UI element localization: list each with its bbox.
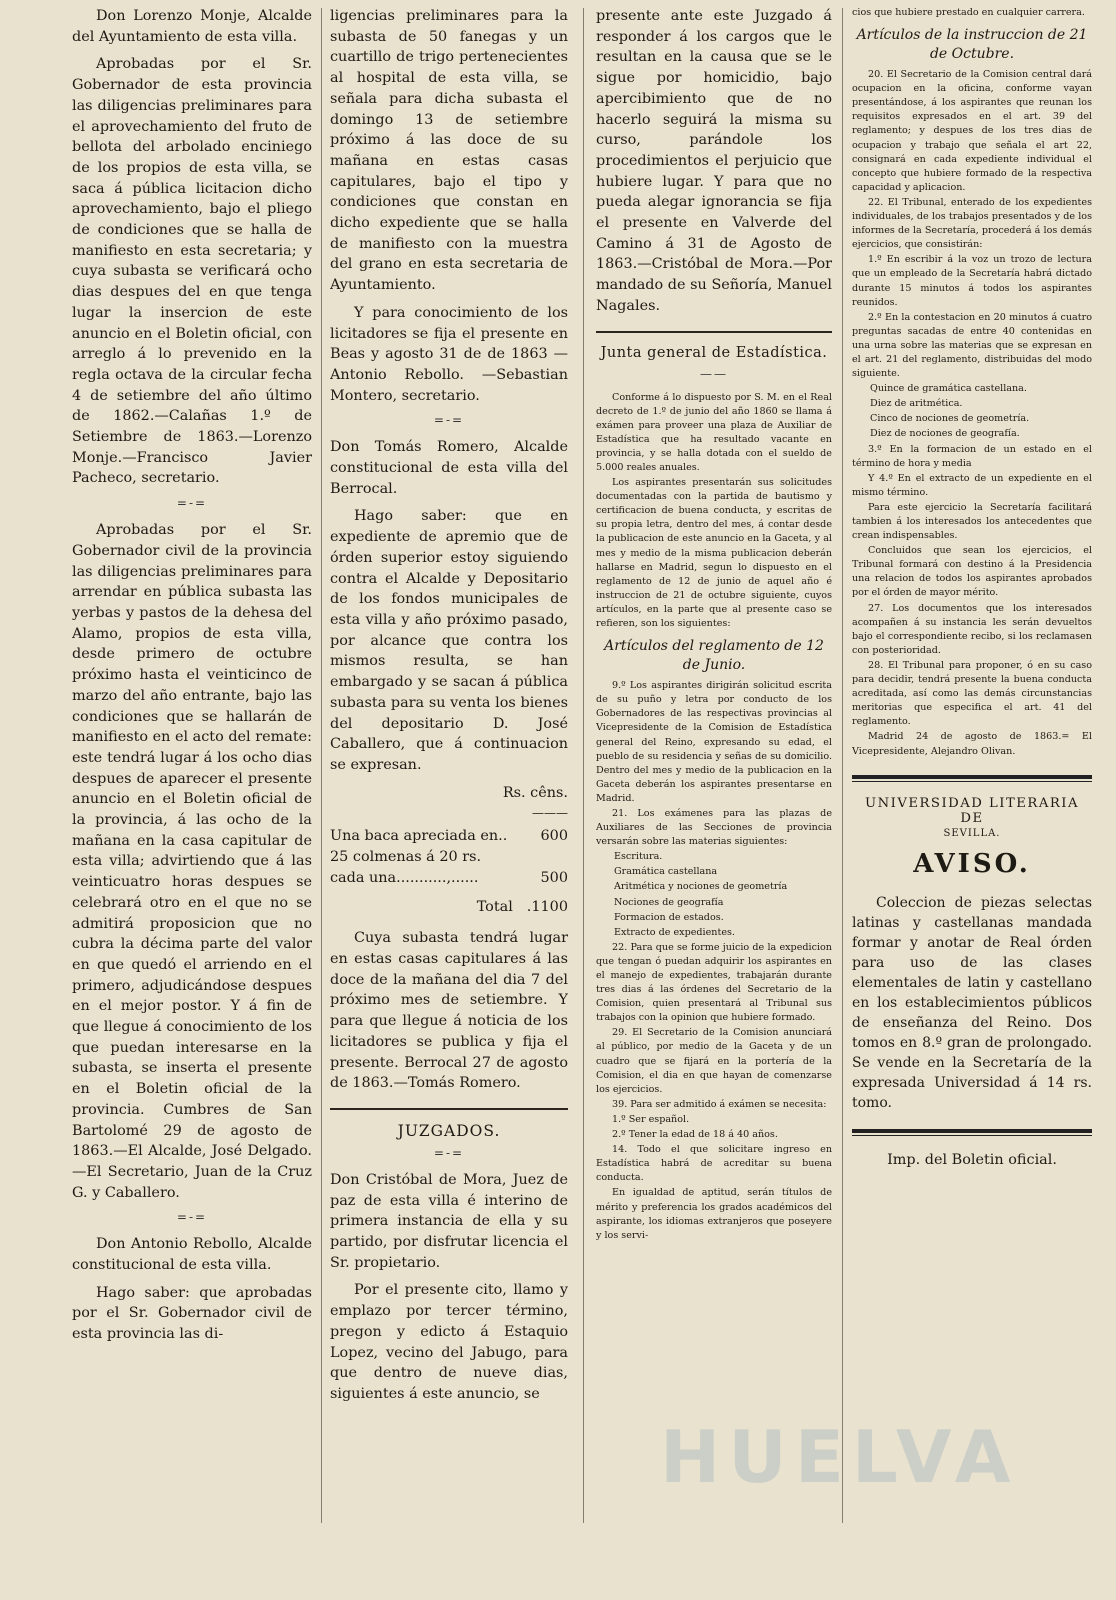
column-1 (72, 6, 312, 1352)
total-label: Total (476, 899, 513, 916)
article-text: 21. Los exámenes para las plazas de Auxiliares de las Secciones de provincia versarán sobre las materias siguientes: (596, 807, 832, 848)
item-label: 25 colmenas á 20 rs. cada una...........,...... (330, 849, 482, 887)
article-text: 1.º Ser español. (612, 1113, 690, 1125)
article-text: Concluidos que sean los ejercicios, el Tribunal formará con destino á la Presidencia una relacion de todos los aspirantes aprobados por el órden de mayor mérito. (852, 545, 1092, 599)
price-row (330, 826, 568, 847)
item-label: Una baca apreciada en.. (330, 828, 508, 845)
separator: =-= (176, 496, 208, 511)
article-text: Y 4.º En el extracto de un expediente en el mismo término. (852, 472, 1092, 498)
question-list (852, 382, 1092, 441)
divider (596, 331, 832, 333)
separator: =-= (176, 1210, 208, 1225)
price-total (330, 897, 568, 918)
item-value: 600 (540, 828, 568, 845)
separator: =-= (433, 413, 465, 428)
article-text: Los aspirantes presentarán sus solicitudes documentadas con la partida de bautismo y certificacion de buena conducta, y escritas de su propia letra, dentro del mes, á contar desde la publicacion de este anuncio en la Gaceta, y al mes y medio de la misma publicacion deberán hallarse en Madrid, segun lo dispuesto en el reglamento de 12 de junio de aquel año é instruccion de 21 de octubre siguiente, cuyos artículos, en la parte que al presente caso se refieren, son los siguientes: (596, 477, 832, 630)
total-value: .1100 (526, 899, 568, 916)
article-text: cios que hubiere prestado en cualquier carrera. (852, 7, 1085, 18)
article-text: En igualdad de aptitud, serán títulos de mérito y preferencia los grados académicos del aspirante, los idiomas extranjeros que poseyere y los servi- (596, 1187, 832, 1241)
list-item: Escritura. (614, 851, 663, 863)
notice-text: Aprobadas por el Sr. Gobernador civil de la provincia las diligencias preliminares para arrendar en pública subasta las yerbas y pastos de la dehesa del Alamo, propios de esta villa, desde primero de octubre próximo hasta el veinticinco de marzo del año entrante, bajo las condiciones que se hallarán de manifiesto en el acto del remate: este tendrá lugar á los ocho dias despues de aparecer el presente anuncio en el Boletin oficial de la provincia, á las ocho de la mañana en la casa capitular de esta villa; advirtiendo que á las veinticuatro horas despues se celebrará otro en el que no se admitirá proposicion que no cubra la décima parte del valor en que quedó el arriendo en el primero, adjudicándose despues en el mejor postor. Y á fin de que llegue á conocimiento de los que puedan interesarse en la subasta, se inserta el presente en el Boletin oficial de la provincia. Cumbres de San Bartolomé 29 de agosto de 1863.—El Alcalde, José Delgado.—El Secretario, Juan de la Cruz G. y Caballero. (72, 522, 312, 1201)
notice-text: Por el presente cito, llamo y emplazo por tercer término, pregon y edicto á Estaquio Lopez, vecino del Jabugo, para que dentro de nueve dias, siguientes á este anuncio, se (330, 1282, 568, 1402)
article-text: 22. Para que se forme juicio de la expedicion que tengan ó puedan adquirir los aspirantes en el manejo de expedientes, trabajarán durante tres dias á las órdenes del Secretario de la Comision, quien presentará al Tribunal sus trabajos con la opinion que hubiere formado. (596, 941, 832, 1024)
column-rule (321, 8, 322, 1523)
article-text: 1.º En escribir á la voz un trozo de lectura que un empleado de la Secretaría habrá dictado durante 15 minutos á todos los aspirantes reunidos. (852, 254, 1092, 308)
notice-text: Aprobadas por el Sr. Gobernador de esta provincia las diligencias preliminares para el aprovechamiento del fruto de bellota del arbolado enciniego de los propios de esta villa, se saca á pública licitacion dicho aprovechamiento, bajo el pliego de condiciones que se halla de manifiesto en esta secretaria; y cuya subasta se verificará ocho dias despues del en que tenga lugar la insercion de este anuncio en el Boletin oficial, con arreglo á lo prevenido en la regla octava de la circular fecha 4 de setiembre del año último de 1862.—Calañas 1.º de Setiembre de 1863.—Lorenzo Monje.—Francisco Javier Pacheco, secretario. (72, 56, 312, 487)
column-2 (330, 6, 568, 1412)
double-divider (852, 1129, 1092, 1136)
notice-text: Hago saber: que en expediente de apremio que de órden superior estoy siguiendo contra el Alcalde y Depositario de los fondos municipales de esta villa y año próximo pasado, por alcance que contra los mismos resulta, se han embargado y se sacan á pública subasta para su venta los bienes del depositario D. José Caballero, que á continuacion se expresan. (330, 508, 568, 773)
column-3 (596, 6, 832, 1244)
double-divider (852, 775, 1092, 782)
column-rule (842, 8, 843, 1523)
notice-heading: Don Lorenzo Monje, Alcalde del Ayuntamiento de esta villa. (72, 8, 312, 45)
notice-heading: Don Antonio Rebollo, Alcalde constitucional de esta villa. (72, 1236, 312, 1274)
articles-heading: Artículos del reglamento de 12 de Junio. (604, 638, 824, 674)
price-row (330, 847, 568, 889)
articles-heading: Artículos de la instruccion de 21 de Octubre. (856, 27, 1088, 63)
university-heading: UNIVERSIDAD LITERARIA DE (864, 795, 1080, 826)
article-text: 2.º En la contestacion en 20 minutos á cuatro preguntas sacadas de entre 40 contenidas en una urna sobre las materias que se expresan en el art. 21 del reglamento, distribuidas del modo siguiente. (852, 311, 1092, 380)
separator: —— (700, 366, 728, 381)
aviso-text: Coleccion de piezas selectas latinas y castellanas mandada formar y anotar de Real órden para uso de las clases elementales de latin y castellano en los establecimientos públicos de enseñanza del Reino. Dos tomos en 8.º gran de prolongado. Se vende en la Secretaría de la expresada Universidad á 14 rs. tomo. (852, 894, 1092, 1111)
article-text: 9.º Los aspirantes dirigirán solicitud escrita de su puño y letra por conducto de los Gobernadores de las respectivas provincias al Vicepresidente de la Comision de Estadística general del Reino, expresando su edad, el pueblo de su residencia y señas de su domicilio. Dentro del mes y medio de la publicacion en la Gaceta deberán los aspirantes presentarse en Madrid. (596, 680, 832, 804)
article-text: 29. El Secretario de la Comision anunciará al público, por medio de la Gaceta y de un cuadro que se fijará en la portería de la Comision, el dia en que hayan de comenzarse los ejercicios. (596, 1027, 832, 1095)
list-item: Extracto de expedientes. (614, 926, 735, 938)
section-heading: JUZGADOS. (397, 1121, 501, 1140)
article-text: 39. Para ser admitido á exámen se necesita: (612, 1098, 827, 1110)
list-item: Cinco de nociones de geometría. (870, 413, 1030, 425)
section-heading: Junta general de Estadística. (600, 344, 828, 361)
list-item: Diez de aritmética. (870, 398, 963, 410)
subject-list (596, 850, 832, 940)
aviso-heading: AVISO. (913, 848, 1031, 879)
list-item: Nociones de geografía (614, 896, 724, 908)
article-text: 3.º En la formacion de un estado en el término de hora y media (852, 443, 1092, 469)
article-text: 20. El Secretario de la Comision central dará ocupacion en la oficina, conforme vayan presentándose, á los aspirantes que reunan los requisitos expresados en el art. 39 del reglamento; y despues de los tres dias de ocupacion y trabajo que señala el art 22, consignará en cada expediente individual el concepto que hubiere formado de la respectiva capacidad y aplicacion. (852, 69, 1092, 193)
list-item: Gramática castellana (614, 866, 718, 878)
notice-text: ligencias preliminares para la subasta de 50 fanegas y un cuartillo de trigo pertenecientes al hospital de esta villa, se señala para dicha subasta el domingo 13 de setiembre próximo á las doce de su mañana en estas casas capitulares, bajo el tipo y condiciones que constan en dicho expediente que se halla de manifiesto con la muestra del grano en esta secretaria de Ayuntamiento. (330, 8, 568, 294)
university-city: SEVILLA. (943, 827, 1001, 839)
article-text: Para este ejercicio la Secretaría facilitará tambien á los interesados los antecedentes que crean indispensables. (852, 501, 1092, 542)
price-dash: ——— (532, 806, 568, 821)
notice-text: Hago saber: que aprobadas por el Sr. Gobernador civil de esta provincia las di- (72, 1284, 312, 1343)
divider (330, 1108, 568, 1110)
column-4 (852, 6, 1092, 1177)
article-text: Madrid 24 de agosto de 1863.= El Vicepresidente, Alejandro Olivan. (852, 731, 1092, 757)
list-item: Formacion de estados. (614, 911, 724, 923)
article-text: 22. El Tribunal, enterado de los expedientes individuales, de los trabajos presentados y de los informes de la Secretaría, procederá á los demás ejercicios, que consistirán: (852, 196, 1092, 251)
notice-heading: Don Tomás Romero, Alcalde constitucional de esta villa del Berrocal. (330, 439, 568, 497)
list-item: Diez de nociones de geografía. (870, 428, 1020, 440)
separator: =-= (433, 1145, 465, 1160)
notice-heading: Don Cristóbal de Mora, Juez de paz de esta villa é interino de primera instancia de ella y su partido, por disfrutar licencia el Sr. propietario. (330, 1171, 568, 1271)
notice-text: Cuya subasta tendrá lugar en estas casas capitulares á las doce de la mañana del dia 7 del próximo mes de setiembre. Y para que llegue á noticia de los licitadores se publica y fija el presente. Berrocal 27 de agosto de 1863.—Tomás Romero. (330, 930, 568, 1092)
item-value: 500 (540, 870, 568, 887)
article-text: 27. Los documentos que los interesados acompañen á su instancia les serán devueltos bajo el correspondiente recibo, si los reclamasen con posterioridad. (852, 602, 1092, 656)
article-text: 14. Todo el que solicitare ingreso en Estadística habrá de acreditar su buena conducta. (596, 1144, 832, 1184)
watermark: HUELVA (660, 1415, 1019, 1499)
notice-text: Y para conocimiento de los licitadores se fija el presente en Beas y agosto 31 de de 1863 —Antonio Rebollo. —Sebastian Montero, secretario. (330, 304, 568, 404)
notice-text: presente ante este Juzgado á responder á los cargos que le resultan en la causa que se le sigue por homicidio, bajo apercibimiento que de no hacerlo seguirá la misma su curso, parándole los procedimientos el perjuicio que hubiere lugar. Y para que no pueda alegar ignorancia se fija el presente en Valverde del Camino á 31 de Agosto de 1863.—Cristóbal de Mora.—Por mandado de su Señoría, Manuel Nagales. (596, 8, 832, 314)
list-item: Aritmética y nociones de geometría (614, 881, 788, 893)
column-rule (583, 8, 584, 1523)
article-text: Conforme á lo dispuesto por S. M. en el Real decreto de 1.º de junio del año 1860 se llama á exámen para proveer una plaza de Auxiliar de Estadística que ha resultado vacante en provincia, y se halla dotada con el sueldo de 5.000 reales anuales. (596, 391, 832, 474)
list-item: Quince de gramática castellana. (870, 383, 1027, 395)
article-text: 2.º Tener la edad de 18 á 40 años. (612, 1129, 778, 1141)
price-header: Rs. cêns. (502, 784, 568, 801)
imprint: Imp. del Boletin oficial. (887, 1151, 1057, 1168)
article-text: 28. El Tribunal para proponer, ó en su caso para decidir, tendrá presente la buena conducta acreditada, así como las demás circunstancias meritorias que especifica el art. 41 del reglamento. (852, 659, 1092, 728)
